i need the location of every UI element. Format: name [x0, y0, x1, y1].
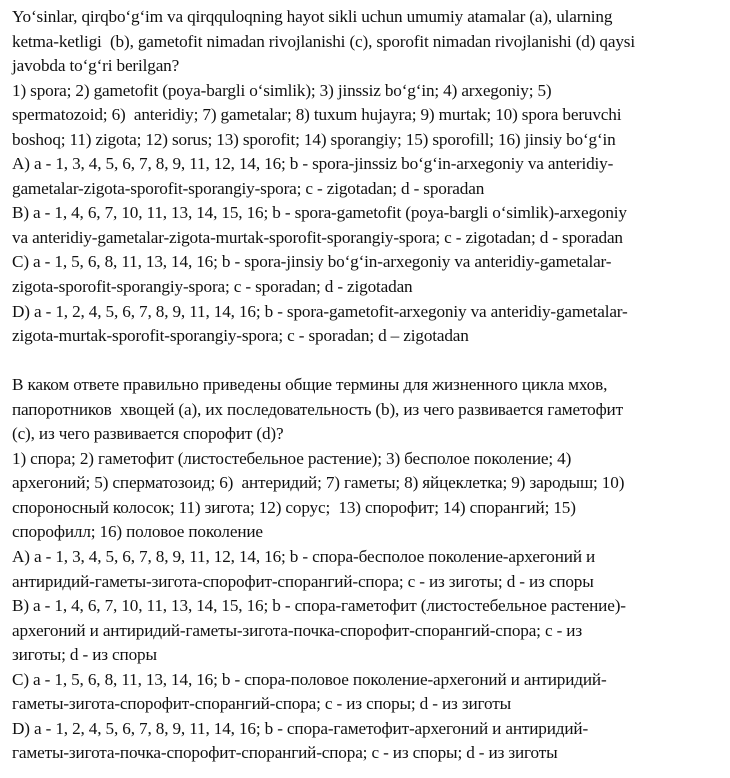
option-line: C) a - 1, 5, 6, 8, 11, 13, 14, 16; b - спора-половое поколение-архегоний и антиридий-: [12, 669, 607, 689]
answer-option-c: [12, 668, 722, 717]
question-stem: [12, 373, 722, 447]
stem-line: ketma-ketligi (b), gametofit nimadan rivojlanishi (c), sporofit nimadan rivojlanishi (d) qaysi: [12, 31, 635, 51]
answer-option-c: [12, 250, 722, 299]
terms-list: [12, 79, 722, 153]
option-line: C) a - 1, 5, 6, 8, 11, 13, 14, 16; b - spora-jinsiy bo‘g‘in-arxegoniy va anteridiy-gametalar-: [12, 252, 612, 272]
terms-line: спорофилл; 16) половое поколение: [12, 522, 263, 542]
terms-line: спороносный колосок; 11) зигота; 12) сорус; 13) спорофит; 14) спорангий; 15): [12, 497, 576, 517]
option-line: антиридий-гаметы-зигота-спорофит-спорангий-спора; c - из зиготы; d - из споры: [12, 571, 594, 591]
terms-line: 1) spora; 2) gametofit (poya-bargli o‘simlik); 3) jinssiz bo‘g‘in; 4) arxegoniy; 5): [12, 80, 552, 100]
option-line: gametalar-zigota-sporofit-sporangiy-spora; c - zigotadan; d - sporadan: [12, 178, 485, 198]
option-line: zigota-murtak-sporofit-sporangiy-spora; c - sporadan; d – zigotadan: [12, 326, 469, 346]
terms-line: 1) спора; 2) гаметофит (листостебельное растение); 3) бесполое поколение; 4): [12, 448, 572, 468]
option-line: зиготы; d - из споры: [12, 645, 157, 665]
terms-line: boshoq; 11) zigota; 12) sorus; 13) sporofit; 14) sporangiy; 15) sporofill; 16) jinsiy bo‘g‘in: [12, 129, 616, 149]
option-line: B) a - 1, 4, 6, 7, 10, 11, 13, 14, 15, 16; b - спора-гаметофит (листостебельное растение)-: [12, 596, 626, 616]
answer-option-a: [12, 545, 722, 594]
option-line: гаметы-зигота-почка-спорофит-спорангий-спора; c - из споры; d - из зиготы: [12, 743, 558, 763]
option-line: A) a - 1, 3, 4, 5, 6, 7, 8, 9, 11, 12, 14, 16; b - спора-бесполое поколение-архегоний и: [12, 547, 596, 567]
terms-line: архегоний; 5) сперматозоид; 6) антеридий; 7) гаметы; 8) яйцеклетка; 9) зародыш; 10): [12, 473, 625, 493]
question-uz: [12, 5, 722, 349]
answer-option-d: [12, 717, 722, 766]
question-stem: [12, 5, 722, 79]
option-line: A) a - 1, 3, 4, 5, 6, 7, 8, 9, 11, 12, 14, 16; b - spora-jinssiz bo‘g‘in-arxegoniy va anteridiy-: [12, 154, 614, 174]
option-line: B) a - 1, 4, 6, 7, 10, 11, 13, 14, 15, 16; b - spora-gametofit (poya-bargli o‘simlik)-arxegoniy: [12, 203, 627, 223]
stem-line: В каком ответе правильно приведены общие термины для жизненного цикла мхов,: [12, 375, 608, 395]
question-ru: [12, 373, 722, 766]
option-line: гаметы-зигота-спорофит-спорангий-спора; c - из споры; d - из зиготы: [12, 694, 511, 714]
stem-line: (c), из чего развивается спорофит (d)?: [12, 424, 284, 444]
terms-line: spermatozoid; 6) anteridiy; 7) gametalar; 8) tuxum hujayra; 9) murtak; 10) spora beruvchi: [12, 105, 622, 125]
answer-option-b: [12, 594, 722, 668]
option-line: D) a - 1, 2, 4, 5, 6, 7, 8, 9, 11, 14, 16; b - spora-gametofit-arxegoniy va anteridiy-gametalar-: [12, 301, 628, 321]
answer-option-b: [12, 201, 722, 250]
answer-option-d: [12, 300, 722, 349]
option-line: va anteridiy-gametalar-zigota-murtak-sporofit-sporangiy-spora; c - zigotadan; d - sporadan: [12, 227, 623, 247]
option-line: zigota-sporofit-sporangiy-spora; c - sporadan; d - zigotadan: [12, 277, 413, 297]
terms-list: [12, 447, 722, 545]
option-line: архегоний и антиридий-гаметы-зигота-почка-спорофит-спорангий-спора; c - из: [12, 620, 582, 640]
paragraph-gap: [12, 349, 722, 374]
stem-line: javobda to‘g‘ri berilgan?: [12, 56, 180, 76]
answer-option-a: [12, 152, 722, 201]
stem-line: папоротников хвощей (a), их последовательность (b), из чего развивается гаметофит: [12, 399, 623, 419]
option-line: D) a - 1, 2, 4, 5, 6, 7, 8, 9, 11, 14, 16; b - спора-гаметофит-архегоний и антиридий-: [12, 718, 589, 738]
stem-line: Yo‘sinlar, qirqbo‘g‘im va qirqquloqning hayot sikli uchun umumiy atamalar (a), ularning: [12, 7, 613, 26]
